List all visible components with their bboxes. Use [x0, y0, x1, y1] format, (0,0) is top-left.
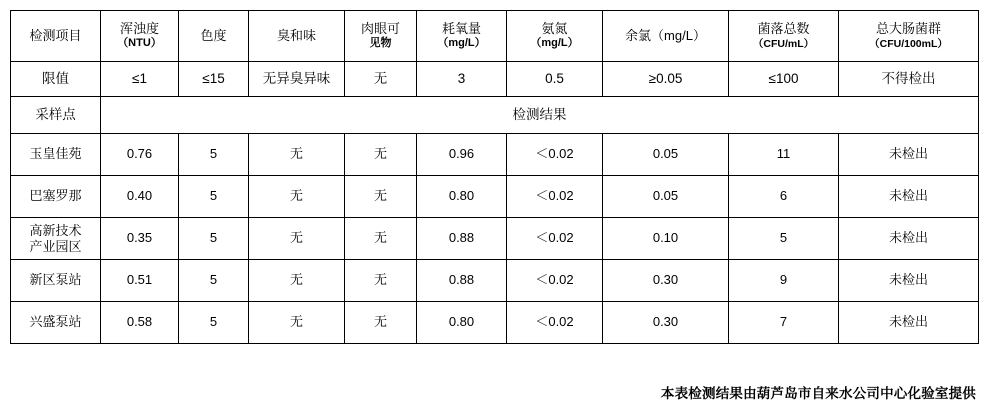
row-value-ammonia: ＜0.02 [507, 260, 603, 302]
header-label-8: 菌落总数 [757, 21, 810, 37]
header-label-3: 臭和味 [276, 27, 316, 43]
limit-value-0: ≤1 [101, 62, 179, 97]
table-row [11, 260, 979, 302]
row-value-chroma: 5 [179, 176, 249, 218]
row-value-odor: 无 [249, 302, 345, 344]
header-label-2: 色度 [200, 27, 227, 43]
row-value-colony: 7 [729, 302, 839, 344]
limit-label: 限值 [11, 62, 101, 97]
row-value-colony: 9 [729, 260, 839, 302]
limit-value-8: 不得检出 [839, 62, 979, 97]
row-value-coliform: 未检出 [839, 176, 979, 218]
header-label-6: 氨氮 [541, 21, 568, 36]
row-value-chroma: 5 [179, 218, 249, 260]
header-label-4: 肉眼可 [360, 21, 400, 36]
header-cell-2 [179, 11, 249, 62]
row-value-chlorine: 0.30 [603, 260, 729, 302]
row-value-ammonia: ＜0.02 [507, 176, 603, 218]
row-value-colony: 6 [729, 176, 839, 218]
row-value-odor: 无 [249, 134, 345, 176]
table-header-row [11, 11, 979, 62]
row-value-turbidity: 0.58 [101, 302, 179, 344]
row-value-visible: 无 [345, 176, 417, 218]
row-value-ammonia: ＜0.02 [507, 134, 603, 176]
section-row [11, 97, 979, 134]
row-value-coliform: 未检出 [839, 134, 979, 176]
row-value-coliform: 未检出 [839, 260, 979, 302]
limit-value-5: 0.5 [507, 62, 603, 97]
header-cell-9 [839, 11, 979, 62]
header-label-7: 余氯 [625, 27, 652, 43]
row-value-cod: 0.88 [417, 218, 507, 260]
row-value-turbidity: 0.76 [101, 134, 179, 176]
row-value-turbidity: 0.40 [101, 176, 179, 218]
limit-value-3: 无 [345, 62, 417, 97]
header-unit-7: （mg/L） [651, 27, 706, 43]
water-quality-table [10, 10, 979, 344]
header-unit-6: （mg/L） [530, 37, 579, 50]
row-value-visible: 无 [345, 134, 417, 176]
row-site-name: 巴塞罗那 [11, 176, 101, 218]
row-value-chlorine: 0.05 [603, 134, 729, 176]
row-value-turbidity: 0.51 [101, 260, 179, 302]
footer-note: 本表检测结果由葫芦岛市自来水公司中心化验室提供 [660, 386, 976, 401]
table-row [11, 218, 979, 260]
header-unit-5: （mg/L） [437, 37, 486, 50]
section-label-sampling-point: 采样点 [11, 97, 101, 134]
row-site-name-line2: 产业园区 [29, 238, 82, 254]
row-value-ammonia: ＜0.02 [507, 302, 603, 344]
header-cell-0 [11, 11, 101, 62]
row-value-chlorine: 0.05 [603, 176, 729, 218]
row-value-odor: 无 [249, 218, 345, 260]
water-quality-report [10, 10, 978, 344]
row-value-visible: 无 [345, 260, 417, 302]
row-value-chroma: 5 [179, 302, 249, 344]
row-value-visible: 无 [345, 218, 417, 260]
row-value-colony: 5 [729, 218, 839, 260]
row-value-colony: 11 [729, 134, 839, 176]
header-cell-7 [603, 11, 729, 62]
row-site-name-line1: 高新技术 [29, 222, 82, 238]
row-value-chlorine: 0.30 [603, 302, 729, 344]
header-cell-8 [729, 11, 839, 62]
header-cell-4 [345, 11, 417, 62]
header-cell-5 [417, 11, 507, 62]
row-value-coliform: 未检出 [839, 302, 979, 344]
limit-value-6: ≥0.05 [603, 62, 729, 97]
header-unit-4: 见物 [369, 37, 392, 50]
section-label-results: 检测结果 [101, 97, 979, 134]
row-site-name: 玉皇佳苑 [11, 134, 101, 176]
header-cell-1 [101, 11, 179, 62]
limit-value-4: 3 [417, 62, 507, 97]
row-value-ammonia: ＜0.02 [507, 218, 603, 260]
row-value-chroma: 5 [179, 260, 249, 302]
row-value-odor: 无 [249, 176, 345, 218]
table-row [11, 176, 979, 218]
row-value-cod: 0.96 [417, 134, 507, 176]
header-label-0: 检测项目 [29, 27, 82, 43]
header-cell-3 [249, 11, 345, 62]
row-value-chlorine: 0.10 [603, 218, 729, 260]
header-label-1: 浑浊度 [119, 21, 159, 36]
row-value-turbidity: 0.35 [101, 218, 179, 260]
limit-row [11, 62, 979, 97]
header-label-5: 耗氧量 [441, 21, 481, 36]
limit-value-7: ≤100 [729, 62, 839, 97]
limit-value-1: ≤15 [179, 62, 249, 97]
row-value-cod: 0.80 [417, 302, 507, 344]
row-value-visible: 无 [345, 302, 417, 344]
header-cell-6 [507, 11, 603, 62]
row-value-odor: 无 [249, 260, 345, 302]
row-value-cod: 0.88 [417, 260, 507, 302]
row-value-coliform: 未检出 [839, 218, 979, 260]
table-row [11, 302, 979, 344]
row-site-name [11, 218, 101, 260]
header-label-9: 总大肠菌群 [875, 21, 941, 37]
row-site-name: 新区泵站 [11, 260, 101, 302]
row-value-cod: 0.80 [417, 176, 507, 218]
table-row [11, 134, 979, 176]
row-site-name: 兴盛泵站 [11, 302, 101, 344]
header-unit-8: （CFU/mL） [752, 37, 815, 50]
limit-value-2: 无异臭异味 [249, 62, 345, 97]
header-unit-9: （CFU/100mL） [869, 37, 948, 50]
header-unit-1: （NTU） [117, 37, 162, 50]
row-value-chroma: 5 [179, 134, 249, 176]
